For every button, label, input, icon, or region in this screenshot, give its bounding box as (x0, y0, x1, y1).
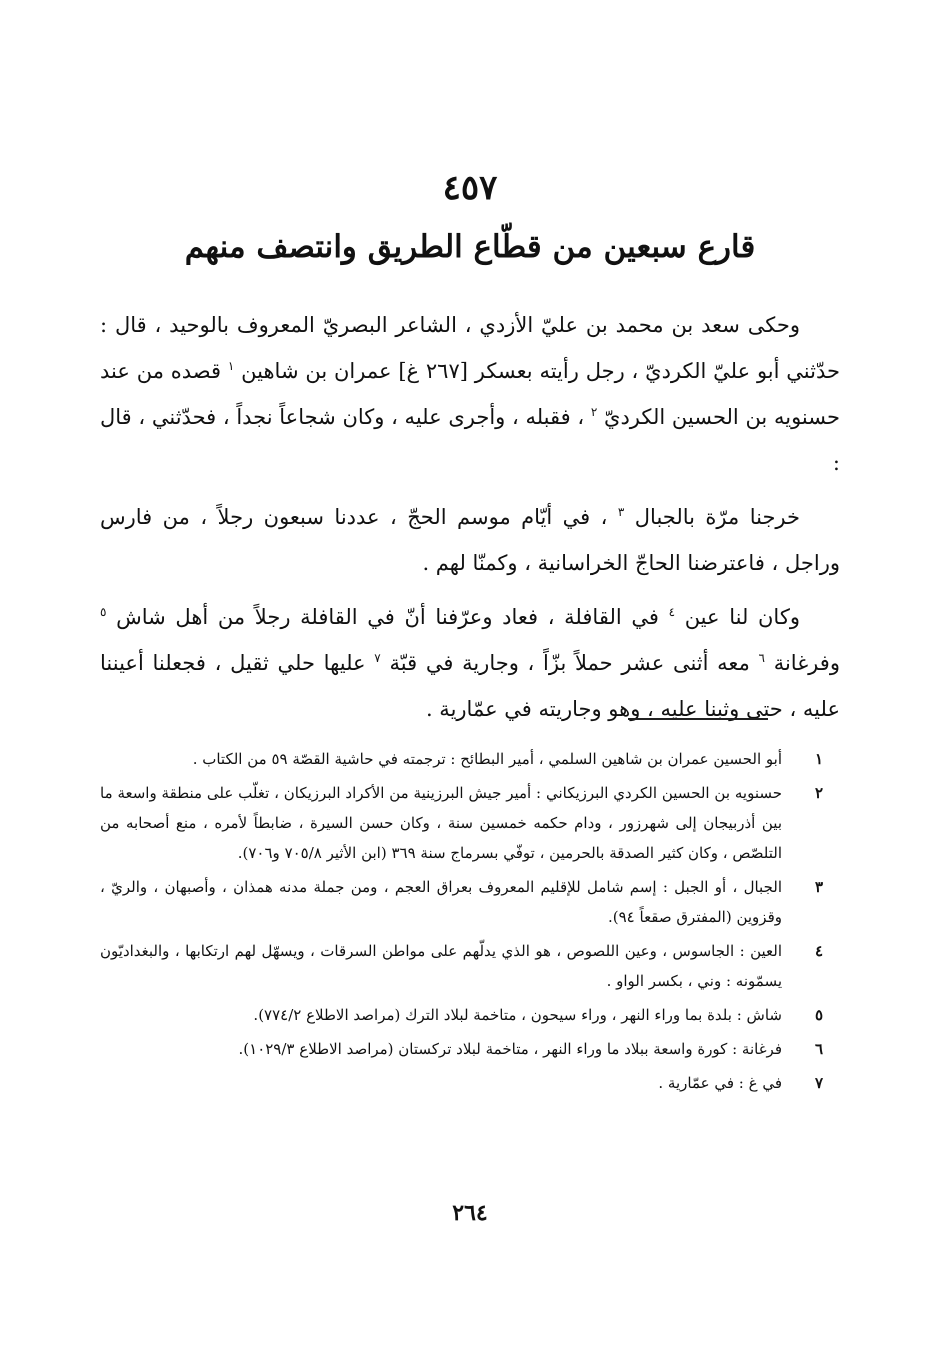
footnote-text: شاش : بلدة بما وراء النهر ، وراء سيحون ، متاخمة لبلاد الترك (مراصد الاطلاع ٧٧٤/٢). (253, 1006, 782, 1024)
footnote-item (100, 778, 824, 868)
footnote-text: حسنويه بن الحسين الكردي البرزيكاني : أمير جيش البرزينية من الأكراد البرزيكان ، تغلّب على منطقة واسعة ما بين أذربيجان إلى شهرزور ، ودام حكمه خمسين سنة ، وكان حسن السيرة ، ضابطاً لأمره ، منع أصحابه من التلصّص ، وكان كثير الصدقة بالحرمين ، توفّي بسرماج سنة ٣٦٩ (ابن الأثير ٧٠٥/٨ و٧٠٦). (100, 784, 782, 862)
page-number: ٢٦٤ (452, 1200, 488, 1226)
paragraph-3-text-c: وفرغانة (773, 651, 840, 675)
paragraph-3 (100, 594, 840, 732)
footnote-text: العين : الجاسوس ، وعين اللصوص ، هو الذي يدلّهم على مواطن السرقات ، ويسهّل لهم ارتكابها ، والبغداديّون يسمّونه : وني ، بكسر الواو . (100, 942, 782, 990)
footnote-text: أبو الحسين عمران بن شاهين السلمي ، أمير البطائح : ترجمته في حاشية القصّة ٥٩ من الكتاب . (192, 750, 782, 768)
footnote-ref-7: ٧ (374, 651, 381, 665)
footnotes (100, 744, 824, 1102)
paragraph-2 (100, 494, 840, 586)
footnote-text: في غ : في عمّارية . (658, 1074, 782, 1092)
footnote-item (100, 936, 824, 996)
footnote-separator (628, 718, 768, 720)
footnote-item (100, 872, 824, 932)
footnote-item (100, 1000, 824, 1030)
footnote-number: ٧ (814, 1074, 824, 1092)
paragraph-2-text-b: ، في أيّام موسم الحجّ ، عددنا سبعون رجلاً ، من فارس وراجل ، فاعترضنا الحاجّ الخراسانية ، وكمنّا لهم . (100, 505, 840, 575)
paragraph-1 (100, 302, 840, 486)
footnote-item (100, 1034, 824, 1064)
footnote-number: ٤ (814, 942, 824, 960)
footnote-ref-1: ١ (227, 359, 235, 373)
footnote-ref-4: ٤ (668, 605, 676, 619)
footnote-ref-6: ٦ (758, 651, 765, 665)
footnote-number: ٢ (814, 784, 824, 802)
paragraph-3-text-b: في القافلة ، فعاد وعرّفنا أنّ في القافلة رجلاً من أهل شاش (116, 605, 659, 629)
paragraph-1-text-a: وحكى سعد بن محمد بن عليّ الأزدي ، الشاعر البصريّ المعروف بالوحيد ، قال : حدّثني أبو عليّ الكرديّ ، رجل رأيته بعسكر [٢٦٧ غ] عمران بن شاهين (100, 313, 840, 383)
paragraph-1-text-c: ، فقبله ، وأجرى عليه ، وكان شجاعاً نجداً ، فحدّثني ، قال : (100, 405, 840, 475)
footnote-item (100, 744, 824, 774)
paragraph-2-text-a: خرجنا مرّة بالجبال (634, 505, 800, 529)
footnote-text: فرغانة : كورة واسعة ببلاد ما وراء النهر ، متاخمة لبلاد تركستان (مراصد الاطلاع ١٠٢٩/٣). (238, 1040, 782, 1058)
footnote-number: ٣ (814, 878, 824, 896)
footnote-item (100, 1068, 824, 1098)
footnote-ref-3: ٣ (617, 505, 625, 519)
footnote-number: ٥ (814, 1006, 824, 1024)
story-title: قارع سبعين من قطّاع الطريق وانتصف منهم (184, 229, 756, 265)
footnote-number: ٦ (814, 1040, 824, 1058)
paragraph-3-text-a: وكان لنا عين (684, 605, 800, 629)
paragraph-1-text-b: قصده من عند حسنويه بن الحسين الكرديّ (100, 359, 840, 429)
paragraph-3-text-e: عليها حلي ثقيل ، فجعلنا أعيننا عليه ، حتى وثبنا عليه ، وهو وجاريته في عمّارية . (100, 651, 840, 721)
body-text (100, 302, 840, 740)
footnote-text: الجبال ، أو الجبل : إسم شامل للإقليم المعروف بعراق العجم ، ومن جملة مدنه همذان ، وأصبهان ، والريّ ، وقزوين (المفترق صقعاً ٩٤). (100, 878, 782, 926)
paragraph-3-text-d: معه أثنى عشر حملاً بزّاً ، وجارية في قبّة (389, 651, 750, 675)
footnote-number: ١ (814, 750, 824, 768)
footnote-ref-2: ٢ (590, 405, 598, 419)
footnote-ref-5: ٥ (100, 605, 107, 619)
story-number: ٤٥٧ (442, 168, 498, 208)
